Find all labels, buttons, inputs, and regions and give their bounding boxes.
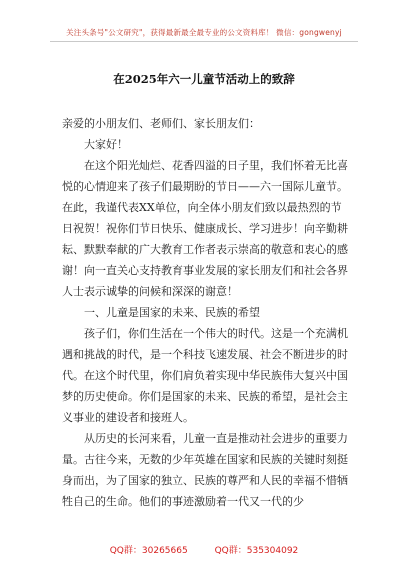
header-note: 关注头条号"公文研究"，获得最新最全最专业的公文资料库！ 微信：gongwenyj <box>66 28 342 37</box>
footer-qq-group-2: QQ群：535304092 <box>214 546 299 556</box>
document-body <box>62 113 352 512</box>
paragraph: 孩子们，你们生活在一个伟大的时代。这是一个充满机遇和挑战的时代，是一个科技飞速发展、社会不断进步的时代。在这个时代里，你们肩负着实现中华民族伟大复兴中国梦的历史使命。你们是国家的未来、民族的希望，是社会主义事业的建设者和接班人。 <box>62 327 348 424</box>
paragraph: 在这个阳光灿烂、花香四溢的日子里，我们怀着无比喜悦的心情迎来了孩子们最期盼的节日——六一国际儿童节。在此，我谨代表XX单位，向全体小朋友们致以最热烈的节日祝贺！祝你们节日快乐、健康成长、学习进步！向辛勤耕耘、默默奉献的广大教育工作者表示崇高的敬意和衷心的感谢！向一直关心支持教育事业发展的家长朋友们和社会各界人士表示诚挚的问候和深深的谢意！ <box>62 159 348 298</box>
salutation: 亲爱的小朋友们、老师们、家长朋友们： <box>62 117 260 130</box>
paragraph: 从历史的长河来看，儿童一直是推动社会进步的重要力量。古往今来，无数的少年英雄在国家和民族的关键时刻挺身而出，为了国家的独立、民族的尊严和人民的幸福不惜牺牲自己的生命。他们的事迹激励着一代又一代的少 <box>62 432 348 508</box>
footer-qq-group-1: QQ群：30265665 <box>109 546 188 556</box>
section-heading: 一、儿童是国家的未来、民族的希望 <box>84 306 260 319</box>
footer <box>0 543 408 556</box>
header-divider <box>50 41 358 42</box>
greeting: 大家好！ <box>84 138 128 151</box>
document-title: 在2025年六一儿童节活动上的致辞 <box>113 72 295 86</box>
